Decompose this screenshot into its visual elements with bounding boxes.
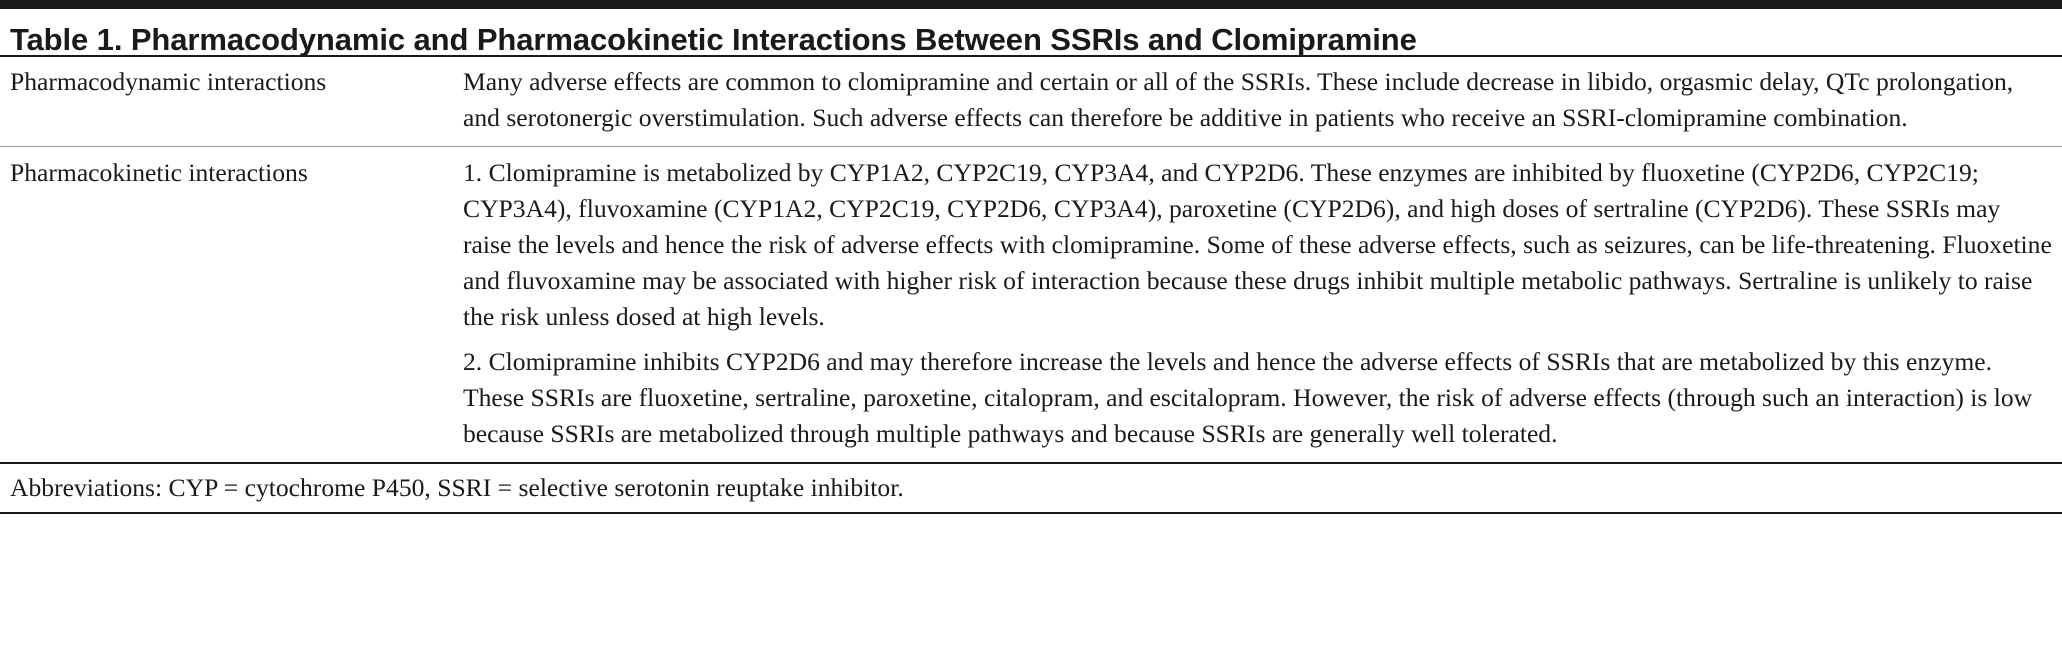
row-paragraph: Many adverse effects are common to clomipramine and certain or all of the SSRIs. These include decrease in libido, orgasmic delay, QTc prolongation, and serotonergic overstimulation. Such adverse effects can therefore be additive in patients who receive an SSRI-clomipramine combination. [463, 67, 2014, 132]
row-content [463, 155, 2062, 452]
table-row-pharmacokinetic [0, 147, 2062, 462]
table-title: Table 1. Pharmacodynamic and Pharmacokinetic Interactions Between SSRIs and Clomipramine [10, 22, 1417, 57]
row-content [463, 64, 2062, 136]
row-paragraph: 2. Clomipramine inhibits CYP2D6 and may therefore increase the levels and hence the adverse effects of SSRIs that are metabolized by this enzyme. These SSRIs are fluoxetine, sertraline, paroxetine, citalopram, and escitalopram. However, the risk of adverse effects (through such an interaction) is low because SSRIs are metabolized through multiple pathways and because SSRIs are generally well tolerated. [463, 347, 2033, 448]
footnote-end-rule [0, 512, 2062, 514]
row-label: Pharmacodynamic interactions [10, 67, 327, 96]
row-label: Pharmacokinetic interactions [10, 158, 308, 187]
table-footnote: Abbreviations: CYP = cytochrome P450, SSRI = selective serotonin reuptake inhibitor. [10, 473, 904, 502]
table-row-pharmacodynamic [0, 57, 2062, 146]
table-top-rule [0, 0, 2062, 9]
row-paragraph: 1. Clomipramine is metabolized by CYP1A2, CYP2C19, CYP3A4, and CYP2D6. These enzymes are inhibited by fluoxetine (CYP2D6, CYP2C19; CYP3A4), fluvoxamine (CYP1A2, CYP2C19, CYP2D6, CYP3A4), paroxetine (CYP2D6), and high doses of sertraline (CYP2D6). These SSRIs may raise the levels and hence the risk of adverse effects with clomipramine. Some of these adverse effects, such as seizures, can be life-threatening. Fluoxetine and fluvoxamine may be associated with higher risk of interaction because these drugs inhibit multiple metabolic pathways. Sertraline is unlikely to raise the risk unless dosed at high levels. [463, 158, 2052, 331]
